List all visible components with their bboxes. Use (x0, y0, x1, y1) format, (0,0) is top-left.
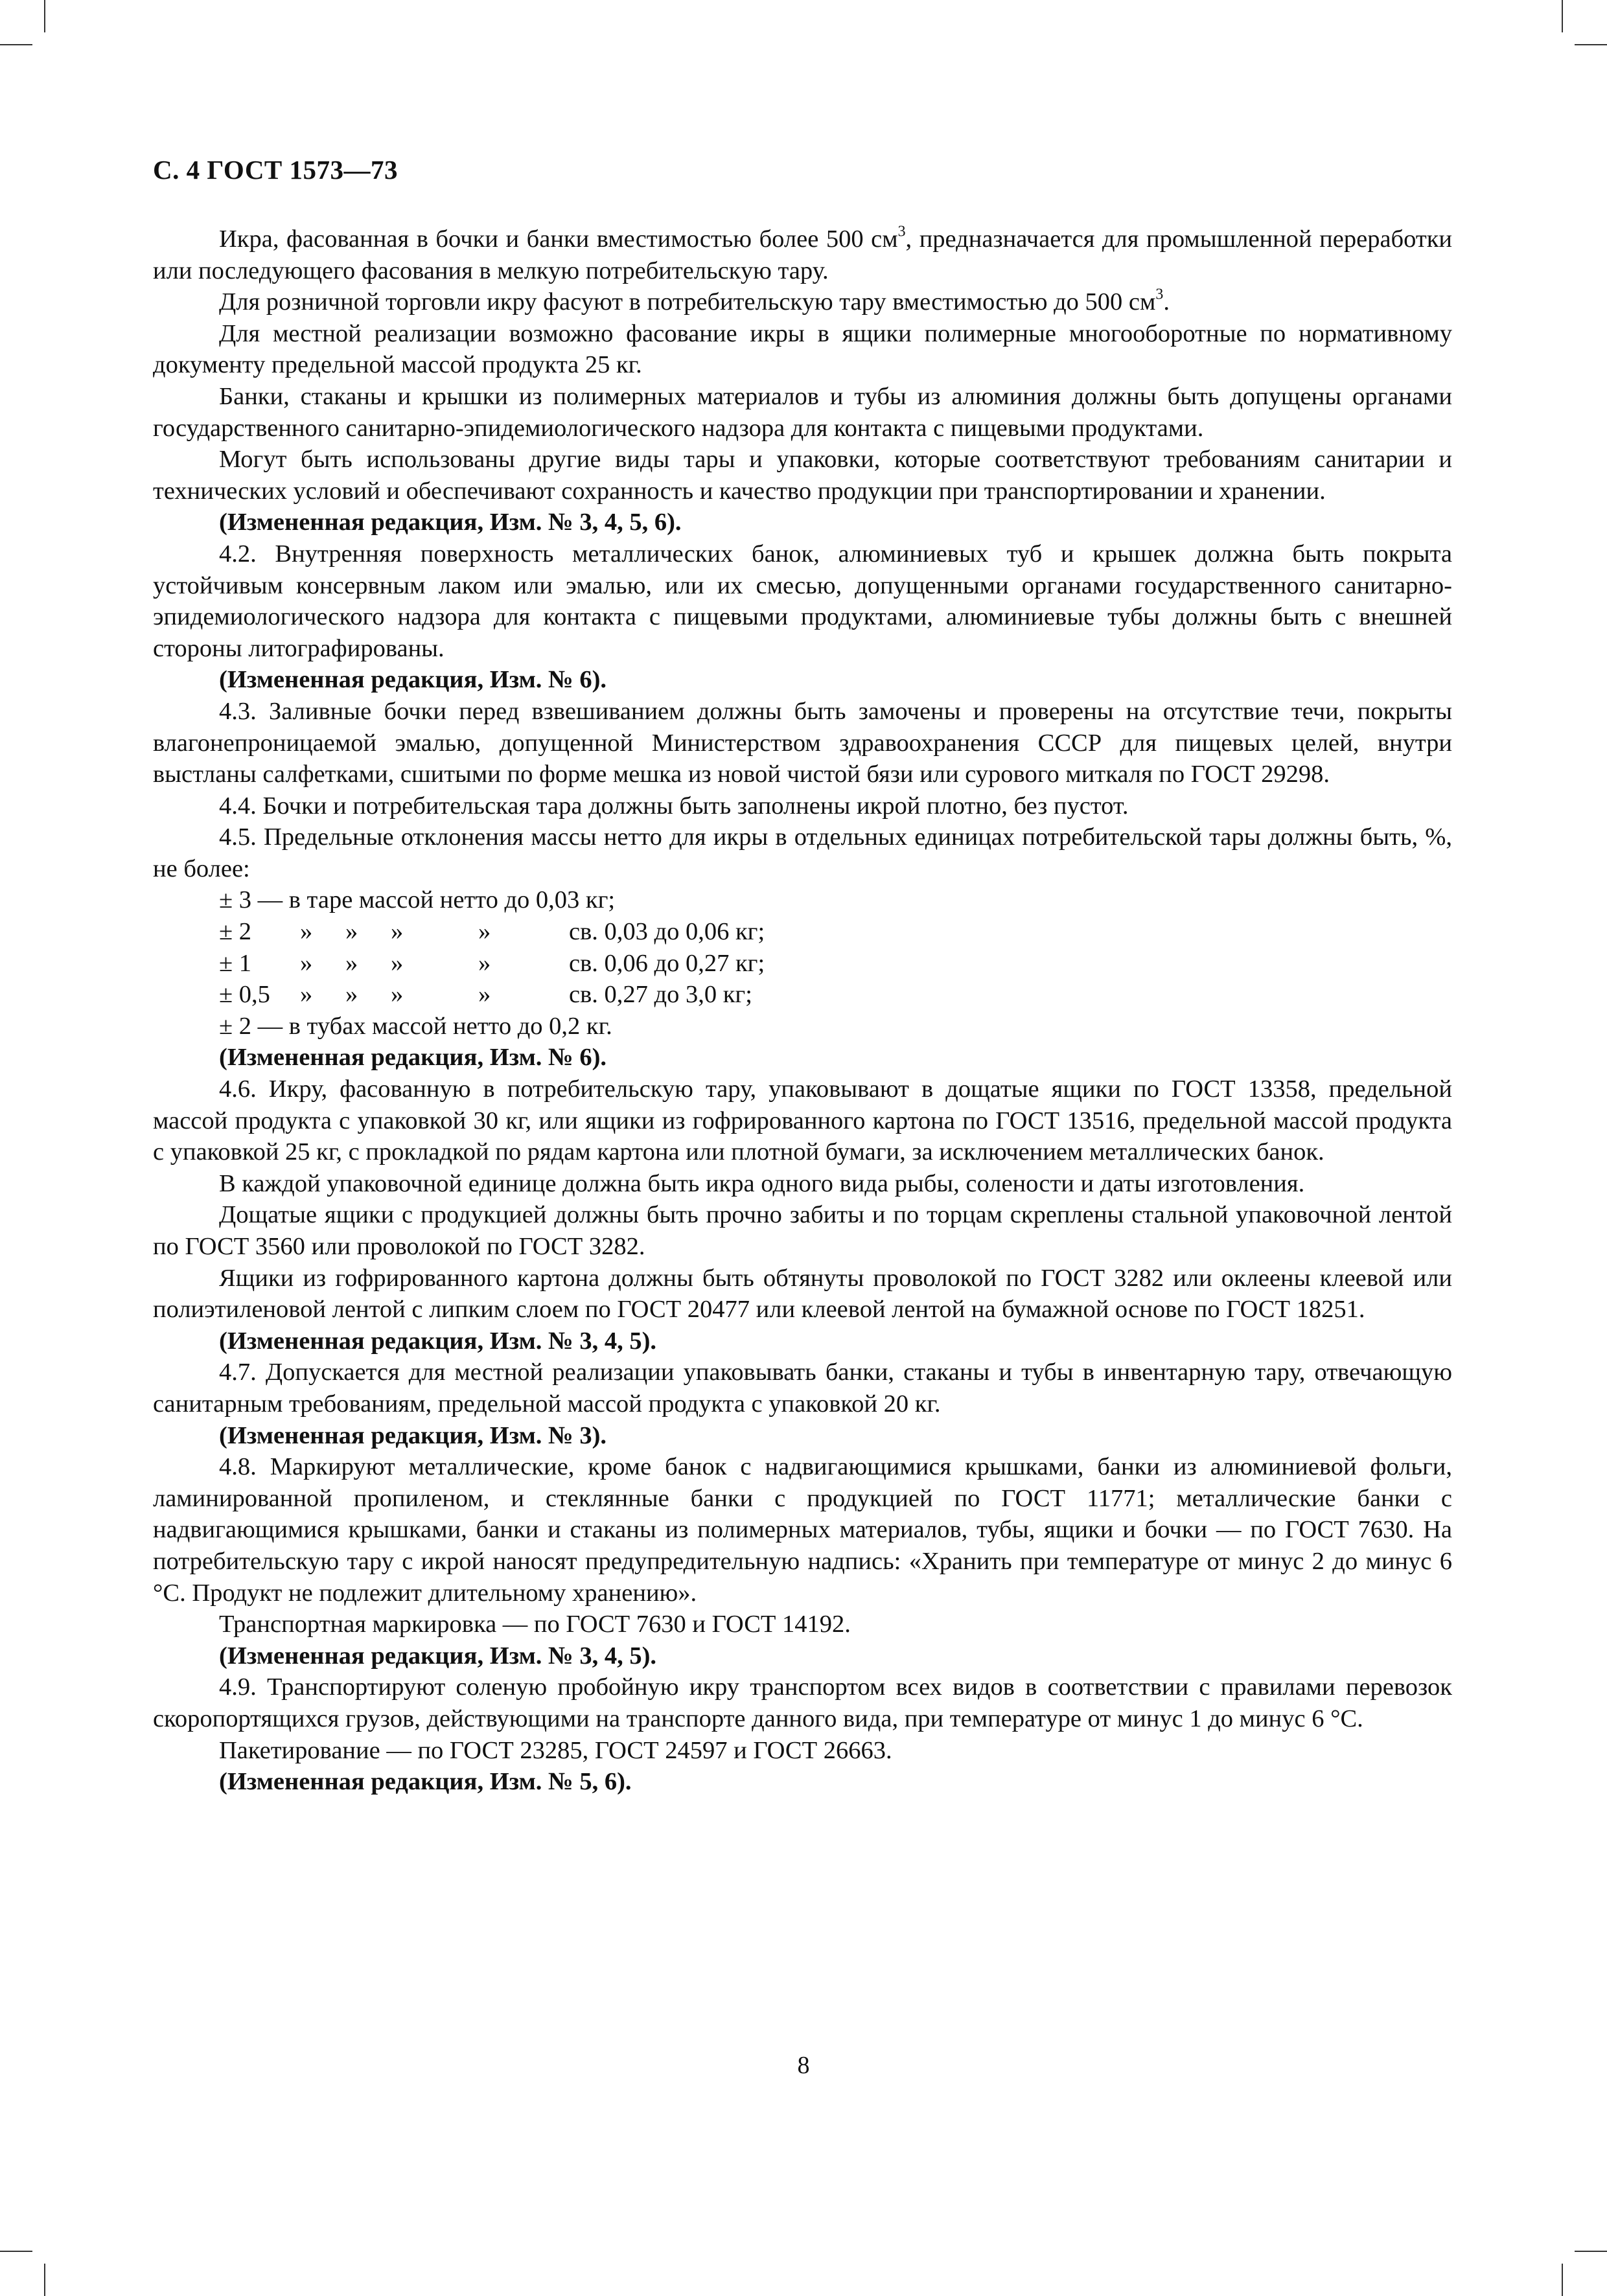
amendment-note: (Измененная редакция, Изм. № 3, 4, 5). (219, 1327, 657, 1355)
crop-mark-bottom-left (0, 2251, 32, 2252)
crop-mark-bottom-right (1575, 2251, 1607, 2252)
tolerance-line: ± 2 » » » » св. 0,03 до 0,06 кг; (219, 918, 765, 946)
crop-mark-top-right (1575, 44, 1607, 45)
paragraph: Для розничной торговли икру фасуют в потребительскую тару вместимостью до 500 $см^3$. (219, 286, 1170, 316)
amendment-note: (Измененная редакция, Изм. № 5, 6). (219, 1768, 632, 1796)
tolerance-line: ± 2 — в тубах массой нетто до 0,2 кг. (219, 1012, 612, 1040)
clause-4-7: 4.7. Допускается для местной реализации упаковывать банки, стаканы и тубы в инвентарную тару, отвечающую санитарным требованиям, предельной массой продукта с упаковкой 20 кг. (153, 1359, 1452, 1418)
amendment-note: (Измененная редакция, Изм. № 6). (219, 666, 607, 694)
paragraph: Банки, стаканы и крышки из полимерных материалов и тубы из алюминия должны быть допущены органами государственного санитарно-эпидемиологического надзора для контакта с пищевыми продуктами. (153, 382, 1452, 442)
clause-4-4: 4.4. Бочки и потребительская тара должны быть заполнены икрой плотно, без пустот. (219, 792, 1129, 820)
tolerance-line: ± 0,5 » » » » св. 0,27 до 3,0 кг; (219, 981, 752, 1009)
running-header: С. 4 ГОСТ 1573—73 (153, 155, 399, 185)
amendment-note: (Измененная редакция, Изм. № 3, 4, 5, 6). (219, 509, 682, 536)
tolerance-line: ± 3 — в таре массой нетто до 0,03 кг; (219, 886, 616, 914)
crop-mark-top-left (44, 0, 45, 32)
amendment-note: (Измененная редакция, Изм. № 3, 4, 5). (219, 1642, 657, 1670)
paragraph: Для местной реализации возможно фасование икры в ящики полимерные многооборотные по нормативному документу предельной массой продукта 25 кг. (153, 319, 1452, 379)
crop-mark-bottom-left (44, 2264, 45, 2296)
clause-4-8: 4.8. Маркируют металлические, кроме банок с надвигающимися крышками, банки из алюминиевой фольги, ламинированной пропиленом, и стеклянные банки с продукцией по ГОСТ 11771; металлические банки с надвигающимися крышками, банки и стаканы из полимерных материалов, тубы, ящики и бочки — по ГОСТ 7630. На потребительскую тару с икрой наносят предупредительную надпись: «Хранить при температуре от минус 2 до минус 6 °С. Продукт не подлежит длительному хранению». (153, 1453, 1452, 1607)
crop-mark-bottom-right (1562, 2264, 1563, 2296)
paragraph: Транспортная маркировка — по ГОСТ 7630 и ГОСТ 14192. (219, 1611, 851, 1638)
paragraph: Дощатые ящики с продукцией должны быть прочно забиты и по торцам скреплены стальной упаковочной лентой по ГОСТ 3560 или проволокой по ГОСТ 3282. (153, 1201, 1452, 1260)
paragraph: Икра, фасованная в бочки и банки вместимостью более 500 $см^3$, предназначается для промышленной переработки или последующего фасования в мелкую потребительскую тару. (153, 223, 1452, 284)
clause-4-9: 4.9. Транспортируют соленую пробойную икру транспортом всех видов в соответствии с правилами перевозок скоропортящихся грузов, действующими на транспорте данного вида, при температуре от минус 1 до минус 6 °С. (153, 1673, 1452, 1732)
clause-4-5: 4.5. Предельные отклонения массы нетто для икры в отдельных единицах потребительской тары должны быть, %, не более: (153, 823, 1452, 882)
page-number: 8 (797, 2052, 810, 2079)
tolerance-line: ± 1 » » » » св. 0,06 до 0,27 кг; (219, 949, 765, 977)
paragraph: Ящики из гофрированного картона должны быть обтянуты проволокой по ГОСТ 3282 или оклеены клеевой или полиэтиленовой лентой с липким слоем по ГОСТ 20477 или клеевой лентой на бумажной основе по ГОСТ 18251. (153, 1264, 1452, 1324)
clause-4-3: 4.3. Заливные бочки перед взвешиванием должны быть замочены и проверены на отсутствие течи, покрыты влагонепроницаемой эмалью, допущенной Министерством здравоохранения СССР для пищевых целей, внутри выстланы салфетками, сшитыми по форме мешка из новой чистой бязи или сурового миткаля по ГОСТ 29298. (153, 697, 1452, 788)
amendment-note: (Измененная редакция, Изм. № 3). (219, 1421, 607, 1449)
clause-4-6: 4.6. Икру, фасованную в потребительскую тару, упаковывают в дощатые ящики по ГОСТ 13358, предельной массой продукта с упаковкой 30 кг, или ящики из гофрированного картона по ГОСТ 13516, предельной массой продукта с упаковкой 25 кг, с прокладкой по рядам картона или плотной бумаги, за исключением металлических банок. (153, 1075, 1452, 1166)
clause-4-2: 4.2. Внутренняя поверхность металлических банок, алюминиевых туб и крышек должна быть покрыта устойчивым консервным лаком или эмалью, или их смесью, допущенными органами государственного санитарно-эпидемиологического надзора для контакта с пищевыми продуктами, алюминиевые тубы должны быть с внешней стороны литографированы. (153, 540, 1452, 662)
document-body (153, 224, 1452, 1798)
crop-mark-top-left (0, 44, 32, 45)
paragraph: Могут быть использованы другие виды тары и упаковки, которые соответствуют требованиям санитарии и технических условий и обеспечивают сохранность и качество продукции при транспортировании и хранении. (153, 446, 1452, 505)
paragraph: Пакетирование — по ГОСТ 23285, ГОСТ 24597 и ГОСТ 26663. (219, 1736, 892, 1764)
crop-mark-top-right (1562, 0, 1563, 32)
amendment-note: (Измененная редакция, Изм. № 6). (219, 1044, 607, 1072)
paragraph: В каждой упаковочной единице должна быть икра одного вида рыбы, солености и даты изготовления. (219, 1169, 1305, 1197)
